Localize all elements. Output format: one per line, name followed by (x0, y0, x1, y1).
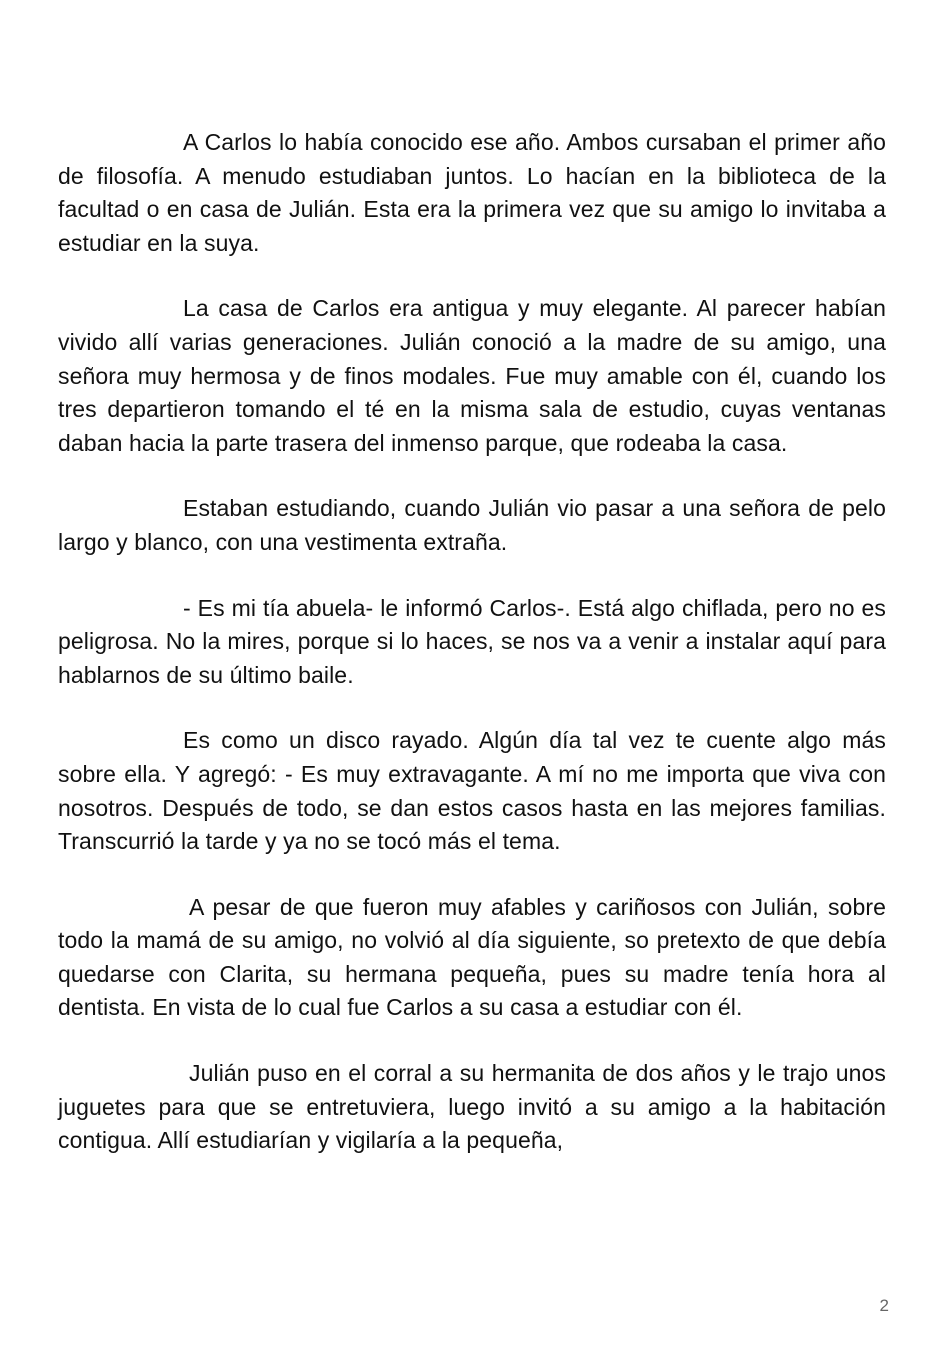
paragraph: A Carlos lo había conocido ese año. Ambos cursaban el primer año de filosofía. A menudo estudiaban juntos. Lo hacían en la biblioteca de la facultad o en casa de Julián. Esta era la primera vez que su amigo lo invitaba a estudiar en la suya. (58, 129, 886, 256)
document-body (58, 126, 886, 1190)
page-number: 2 (879, 1296, 889, 1315)
paragraph: Julián puso en el corral a su hermanita de dos años y le trajo unos juguetes para que se entretuviera, luego invitó a su amigo a la habitación contigua. Allí estudiarían y vigilaría a la pequeña, (58, 1060, 886, 1154)
paragraph: Estaban estudiando, cuando Julián vio pasar a una señora de pelo largo y blanco, con una vestimenta extraña. (58, 495, 886, 555)
paragraph: A pesar de que fueron muy afables y cariñosos con Julián, sobre todo la mamá de su amigo, no volvió al día siguiente, so pretexto de que debía quedarse con Clarita, su hermana pequeña, pues su madre tenía hora al dentista. En vista de lo cual fue Carlos a su casa a estudiar con él. (58, 893, 886, 1021)
paragraph: - Es mi tía abuela- le informó Carlos-. Está algo chiflada, pero no es peligrosa. No la mires, porque si lo haces, se nos va a venir a instalar aquí para hablarnos de su último baile. (58, 594, 886, 688)
paragraph: Es como un disco rayado. Algún día tal vez te cuente algo más sobre ella. Y agregó: - Es muy extravagante. A mí no me importa que viva con nosotros. Después de todo, se dan estos casos hasta en las mejores familias. Transcurrió la tarde y ya no se tocó más el tema. (58, 727, 886, 855)
paragraph: La casa de Carlos era antigua y muy elegante. Al parecer habían vivido allí varias generaciones. Julián conoció a la madre de su amigo, una señora muy hermosa y de finos modales. Fue muy amable con él, cuando los tres departieron tomando el té en la misma sala de estudio, cuyas ventanas daban hacia la parte trasera del inmenso parque, que rodeaba la casa. (58, 295, 886, 456)
